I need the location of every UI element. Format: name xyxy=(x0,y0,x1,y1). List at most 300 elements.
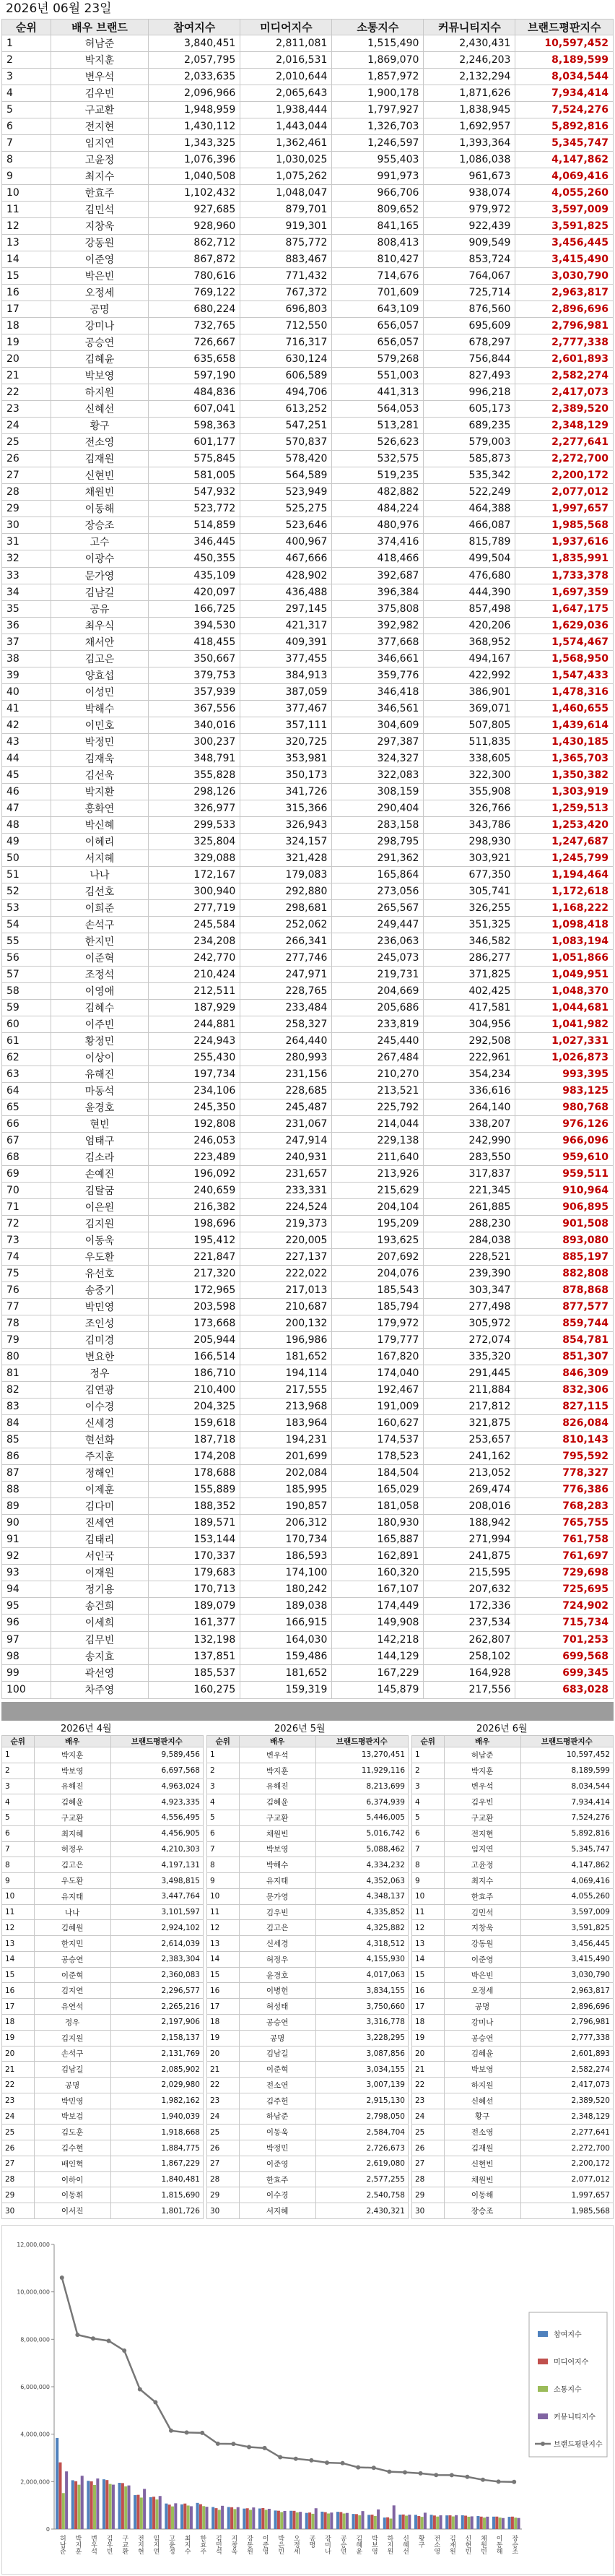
bar xyxy=(417,2516,420,2529)
bar xyxy=(393,2505,396,2529)
table-cell: 44 xyxy=(2,750,51,766)
table-cell: 71 xyxy=(2,1199,51,1216)
table-cell: 228,521 xyxy=(424,1249,515,1266)
table-cell: 217,556 xyxy=(424,1681,515,1698)
table-cell: 변요한 xyxy=(51,1349,149,1365)
table-cell: 2,614,039 xyxy=(110,1936,203,1952)
table-cell: 박보영 xyxy=(51,368,149,384)
table-cell: 273,056 xyxy=(332,883,424,899)
table-cell: 206,312 xyxy=(240,1515,332,1531)
table-row xyxy=(2,202,614,218)
bar xyxy=(265,2510,268,2529)
table-cell: 3,101,597 xyxy=(110,1904,203,1920)
table-row xyxy=(412,1951,614,1967)
table-cell: 815,789 xyxy=(424,534,515,550)
table-row xyxy=(2,933,614,949)
table-cell: 박지훈 xyxy=(239,1763,315,1778)
table-row xyxy=(2,1615,614,1631)
table-cell: 919,301 xyxy=(240,218,332,235)
table-cell: 210,687 xyxy=(240,1299,332,1315)
table-cell: 677,350 xyxy=(424,866,515,883)
bar xyxy=(261,2508,264,2529)
x-tick-label: 김우빈 xyxy=(105,2535,113,2554)
line-point xyxy=(403,2471,407,2475)
table-cell: 11 xyxy=(2,202,51,218)
table-cell: 6,697,568 xyxy=(110,1763,203,1778)
table-cell: 2,389,520 xyxy=(515,401,614,418)
table-cell: 9 xyxy=(412,1873,445,1889)
table-row xyxy=(2,1465,614,1482)
table-row xyxy=(2,1810,204,1826)
table-cell: 893,080 xyxy=(515,1232,614,1249)
table-cell: 1,869,070 xyxy=(332,52,424,69)
table-cell: 4,210,303 xyxy=(110,1841,203,1857)
table-cell: 송건희 xyxy=(51,1598,149,1615)
table-cell: 정기용 xyxy=(51,1581,149,1598)
table-cell: 17 xyxy=(2,1999,35,2015)
table-cell: 2,200,172 xyxy=(515,467,614,484)
table-cell: 2,077,012 xyxy=(520,2171,613,2187)
table-row xyxy=(2,301,614,318)
table-row xyxy=(207,1778,409,1794)
table-cell: 885,197 xyxy=(515,1249,614,1266)
table-cell: 338,207 xyxy=(424,1116,515,1133)
table-cell: 7 xyxy=(412,1841,445,1857)
table-cell: 공명 xyxy=(34,2078,110,2093)
table-cell: 304,609 xyxy=(332,717,424,733)
table-cell: 26 xyxy=(2,2140,35,2156)
table-cell: 19 xyxy=(207,2030,240,2046)
table-row xyxy=(412,1825,614,1841)
table-cell: 144,129 xyxy=(332,1648,424,1664)
table-cell: 216,382 xyxy=(149,1199,240,1216)
table-row xyxy=(2,1581,614,1598)
table-row xyxy=(207,1951,409,1967)
table-cell: 11 xyxy=(412,1904,445,1920)
line-point xyxy=(481,2478,485,2482)
table-cell: 2 xyxy=(2,52,51,69)
table-cell: 13 xyxy=(412,1936,445,1952)
table-cell: 132,198 xyxy=(149,1631,240,1648)
table-row xyxy=(2,1082,614,1099)
table-cell: 4,334,232 xyxy=(315,1857,408,1873)
table-cell: 24 xyxy=(412,2109,445,2125)
table-cell: 928,960 xyxy=(149,218,240,235)
table-cell: 허남준 xyxy=(51,35,149,52)
table-cell: 21 xyxy=(2,2062,35,2078)
table-cell: 5 xyxy=(2,1810,35,1826)
table-cell: 전소영 xyxy=(51,434,149,451)
table-cell: 3,597,009 xyxy=(515,202,614,218)
table-cell: 김선호 xyxy=(51,883,149,899)
table-cell: 박민영 xyxy=(51,1299,149,1315)
table-cell: 4,055,260 xyxy=(515,185,614,202)
table-cell: 484,836 xyxy=(149,384,240,401)
table-cell: 167,820 xyxy=(332,1349,424,1365)
table-cell: 178,523 xyxy=(332,1448,424,1465)
table-cell: 519,235 xyxy=(332,467,424,484)
table-cell: 1,026,873 xyxy=(515,1049,614,1066)
table-cell: 우도환 xyxy=(34,1873,110,1889)
table-cell: 2,417,073 xyxy=(515,384,614,401)
table-cell: 298,795 xyxy=(332,833,424,850)
bar xyxy=(196,2503,199,2529)
table-cell: 14 xyxy=(2,1951,35,1967)
table-cell: 162,891 xyxy=(332,1548,424,1565)
table-row xyxy=(207,1888,409,1904)
table-cell: 192,467 xyxy=(332,1382,424,1399)
table-row xyxy=(2,484,614,501)
table-row xyxy=(2,69,614,85)
table-cell: 3,087,856 xyxy=(315,2046,408,2062)
table-cell: 689,235 xyxy=(424,418,515,434)
table-cell: 95 xyxy=(2,1598,51,1615)
table-cell: 428,902 xyxy=(240,567,332,584)
line-point xyxy=(200,2431,204,2435)
table-cell: 2,246,203 xyxy=(424,52,515,69)
table-cell: 214,044 xyxy=(332,1116,424,1133)
table-cell: 임지연 xyxy=(444,1841,520,1857)
table-cell: 2,065,643 xyxy=(240,85,332,102)
bar xyxy=(377,2510,380,2529)
table-cell: 371,825 xyxy=(424,966,515,982)
table-cell: 27 xyxy=(2,467,51,484)
table-cell: 3,456,445 xyxy=(520,1936,613,1952)
table-cell: 715,734 xyxy=(515,1615,614,1631)
table-cell: 277,719 xyxy=(149,899,240,916)
table-cell: 966,096 xyxy=(515,1133,614,1149)
table-cell: 14 xyxy=(2,251,51,268)
table-cell: 이동욱 xyxy=(239,2125,315,2140)
table-cell: 605,173 xyxy=(424,401,515,418)
table-cell: 188,942 xyxy=(424,1515,515,1531)
table-cell: 25 xyxy=(412,2125,445,2140)
table-cell: 3,228,295 xyxy=(315,2030,408,2046)
table-cell: 엄태구 xyxy=(51,1133,149,1149)
table-cell: 350,173 xyxy=(240,766,332,783)
table-cell: 166,915 xyxy=(240,1615,332,1631)
table-cell: 24 xyxy=(2,2109,35,2125)
table-cell: 이성민 xyxy=(51,683,149,700)
bar xyxy=(152,2497,155,2529)
bar xyxy=(77,2485,80,2529)
table-cell: 464,388 xyxy=(424,501,515,517)
table-row xyxy=(2,418,614,434)
column-header: 배우 xyxy=(444,1736,520,1747)
table-cell: 지창욱 xyxy=(444,1920,520,1936)
table-cell: 92 xyxy=(2,1548,51,1565)
table-cell: 2,085,902 xyxy=(110,2062,203,2078)
table-row xyxy=(207,2046,409,2062)
table-cell: 8 xyxy=(207,1857,240,1873)
table-cell: 74 xyxy=(2,1249,51,1266)
table-cell: 3,030,790 xyxy=(515,268,614,285)
table-cell: 832,306 xyxy=(515,1382,614,1399)
table-cell: 299,533 xyxy=(149,816,240,833)
table-cell: 221,345 xyxy=(424,1183,515,1199)
table-cell: 42 xyxy=(2,717,51,733)
table-cell: 3,456,445 xyxy=(515,235,614,251)
table-cell: 484,224 xyxy=(332,501,424,517)
table-cell: 11 xyxy=(207,1904,240,1920)
table-cell: 233,819 xyxy=(332,1016,424,1032)
table-row xyxy=(207,1967,409,1983)
table-cell: 3,030,790 xyxy=(520,1967,613,1983)
table-cell: 387,059 xyxy=(240,683,332,700)
table-cell: 205,686 xyxy=(332,999,424,1016)
table-cell: 16 xyxy=(2,1983,35,1999)
table-row xyxy=(207,2015,409,2031)
table-cell: 4,963,024 xyxy=(110,1778,203,1794)
line-point xyxy=(325,2460,329,2465)
bar xyxy=(58,2463,61,2529)
table-cell: 377,668 xyxy=(332,634,424,650)
table-cell: 193,625 xyxy=(332,1232,424,1249)
table-cell: 326,766 xyxy=(424,800,515,816)
legend-swatch xyxy=(538,2359,548,2364)
bar xyxy=(136,2495,139,2529)
table-row xyxy=(2,584,614,600)
table-cell: 강미나 xyxy=(51,318,149,334)
table-cell: 김고은 xyxy=(51,650,149,667)
table-cell: 28 xyxy=(207,2171,240,2187)
table-row xyxy=(2,683,614,700)
table-cell: 1,048,047 xyxy=(240,185,332,202)
table-cell: 김혜윤 xyxy=(34,1794,110,1810)
table-cell: 938,074 xyxy=(424,185,515,202)
table-cell: 172,336 xyxy=(424,1598,515,1615)
table-cell: 732,765 xyxy=(149,318,240,334)
table-cell: 정우 xyxy=(34,2015,110,2031)
table-cell: 853,724 xyxy=(424,251,515,268)
table-cell: 23 xyxy=(2,401,51,418)
table-cell: 810,427 xyxy=(332,251,424,268)
bar xyxy=(467,2517,470,2529)
table-cell: 김혜원 xyxy=(34,1920,110,1936)
table-cell: 67 xyxy=(2,1133,51,1149)
table-cell: 윤경호 xyxy=(239,1967,315,1983)
table-cell: 450,355 xyxy=(149,550,240,567)
table-cell: 고수 xyxy=(51,534,149,550)
table-cell: 현빈 xyxy=(51,1116,149,1133)
table-row xyxy=(207,1983,409,1999)
table-row xyxy=(2,517,614,534)
table-cell: 854,781 xyxy=(515,1332,614,1349)
table-cell: 213,968 xyxy=(240,1399,332,1415)
table-row xyxy=(2,1199,614,1216)
table-cell: 547,251 xyxy=(240,418,332,434)
table-cell: 5 xyxy=(412,1810,445,1826)
column-header: 배우 xyxy=(239,1736,315,1747)
bar xyxy=(74,2481,77,2529)
brand-index-line xyxy=(62,2278,514,2482)
table-cell: 99 xyxy=(2,1664,51,1681)
table-cell: 2,963,817 xyxy=(515,285,614,301)
table-row xyxy=(2,1999,204,2015)
table-cell: 217,812 xyxy=(424,1399,515,1415)
table-cell: 65 xyxy=(2,1099,51,1116)
table-cell: 김고은 xyxy=(34,1857,110,1873)
line-point xyxy=(75,2333,79,2337)
table-cell: 7,934,414 xyxy=(515,85,614,102)
table-cell: 채원빈 xyxy=(239,1825,315,1841)
table-cell: 정우 xyxy=(51,1365,149,1382)
table-cell: 신현빈 xyxy=(444,2156,520,2171)
table-row xyxy=(2,1349,614,1365)
table-cell: 1,253,420 xyxy=(515,816,614,833)
table-cell: 6 xyxy=(2,118,51,135)
table-cell: 공승연 xyxy=(51,334,149,351)
bar xyxy=(65,2471,68,2529)
table-row xyxy=(2,982,614,999)
table-cell: 525,275 xyxy=(240,501,332,517)
table-cell: 2 xyxy=(2,1763,35,1778)
bar xyxy=(289,2511,292,2529)
table-cell: 허남준 xyxy=(444,1747,520,1763)
table-cell: 159,319 xyxy=(240,1681,332,1698)
x-tick-label: 장승조 xyxy=(510,2535,518,2554)
table-cell: 187,929 xyxy=(149,999,240,1016)
table-cell: 239,390 xyxy=(424,1266,515,1282)
table-cell: 5,088,462 xyxy=(315,1841,408,1857)
table-cell: 203,598 xyxy=(149,1299,240,1315)
bar xyxy=(183,2504,186,2529)
table-row xyxy=(2,650,614,667)
table-cell: 826,084 xyxy=(515,1415,614,1432)
table-cell: 991,973 xyxy=(332,168,424,185)
table-cell: 298,681 xyxy=(240,899,332,916)
table-cell: 공명 xyxy=(239,2030,315,2046)
table-cell: 18 xyxy=(2,2015,35,2031)
table-cell: 1,857,972 xyxy=(332,69,424,85)
line-point xyxy=(231,2442,235,2446)
column-header: 브랜드평판지수 xyxy=(515,20,614,35)
table-cell: 167,229 xyxy=(332,1664,424,1681)
table-cell: 303,347 xyxy=(424,1282,515,1299)
bar xyxy=(134,2495,136,2529)
table-cell: 김소라 xyxy=(51,1149,149,1166)
table-cell: 15 xyxy=(2,268,51,285)
table-row xyxy=(412,1888,614,1904)
table-cell: 4 xyxy=(2,85,51,102)
table-cell: 신세경 xyxy=(51,1415,149,1432)
bar xyxy=(274,2510,277,2529)
table-cell: 173,668 xyxy=(149,1315,240,1332)
y-tick-label: 0 xyxy=(45,2526,50,2533)
table-cell: 262,807 xyxy=(424,1631,515,1648)
table-cell: 1,030,025 xyxy=(240,152,332,168)
bar xyxy=(336,2512,339,2529)
bar xyxy=(514,2517,517,2529)
table-cell: 246,053 xyxy=(149,1133,240,1149)
table-cell: 7,524,276 xyxy=(515,102,614,118)
bar xyxy=(405,2515,408,2529)
table-cell: 245,440 xyxy=(332,1032,424,1049)
table-cell: 317,837 xyxy=(424,1166,515,1183)
table-cell: 174,208 xyxy=(149,1448,240,1465)
table-cell: 166,514 xyxy=(149,1349,240,1365)
table-cell: 40 xyxy=(2,683,51,700)
table-cell: 5,892,816 xyxy=(520,1825,613,1841)
table-cell: 2,584,704 xyxy=(315,2125,408,2140)
table-cell: 15 xyxy=(207,1967,240,1983)
table-cell: 29 xyxy=(412,2187,445,2203)
table-cell: 주지훈 xyxy=(51,1448,149,1465)
table-row xyxy=(2,52,614,69)
y-tick-label: 12,000,000 xyxy=(17,2242,50,2248)
table-cell: 255,430 xyxy=(149,1049,240,1066)
table-cell: 1,343,325 xyxy=(149,135,240,152)
bar xyxy=(230,2507,233,2529)
table-cell: 21 xyxy=(412,2062,445,2078)
table-cell: 249,447 xyxy=(332,916,424,933)
bar xyxy=(296,2512,299,2529)
table-row xyxy=(207,1999,409,2015)
column-header: 커뮤니티지수 xyxy=(424,20,515,35)
table-cell: 81 xyxy=(2,1365,51,1382)
x-tick-label: 신현빈 xyxy=(463,2535,471,2554)
table-cell: 송중기 xyxy=(51,1282,149,1299)
table-cell: 38 xyxy=(2,650,51,667)
bar xyxy=(440,2515,442,2529)
bar xyxy=(370,2515,373,2529)
table-cell: 959,610 xyxy=(515,1149,614,1166)
table-row xyxy=(412,1873,614,1889)
table-cell: 841,165 xyxy=(332,218,424,235)
table-cell: 신현빈 xyxy=(51,467,149,484)
x-tick-label: 박지훈 xyxy=(74,2535,82,2554)
table-cell: 13 xyxy=(2,1936,35,1952)
table-cell: 153,144 xyxy=(149,1531,240,1548)
line-point xyxy=(263,2446,267,2450)
table-row xyxy=(2,617,614,634)
table-cell: 1,430,112 xyxy=(149,118,240,135)
table-cell: 526,623 xyxy=(332,434,424,451)
bar xyxy=(280,2512,283,2529)
table-row xyxy=(2,251,614,268)
table-cell: 441,313 xyxy=(332,384,424,401)
table-row xyxy=(2,268,614,285)
table-cell: 315,366 xyxy=(240,800,332,816)
table-cell: 298,930 xyxy=(424,833,515,850)
table-cell: 26 xyxy=(2,451,51,467)
table-cell: 186,710 xyxy=(149,1365,240,1382)
table-cell: 김고은 xyxy=(239,1920,315,1936)
table-row xyxy=(2,1873,204,1889)
table-cell: 4,318,512 xyxy=(315,1936,408,1952)
table-cell: 2,272,700 xyxy=(515,451,614,467)
date-label: 2026년 06월 23일 xyxy=(6,1,112,16)
table-cell: 2,540,758 xyxy=(315,2187,408,2203)
table-cell: 764,067 xyxy=(424,268,515,285)
table-cell: 유지태 xyxy=(239,1873,315,1889)
table-cell: 2,796,981 xyxy=(515,318,614,334)
table-row xyxy=(2,1904,204,1920)
table-cell: 2,096,966 xyxy=(149,85,240,102)
x-tick-label: 강미나 xyxy=(323,2535,331,2554)
table-cell: 6 xyxy=(2,1825,35,1841)
table-cell: 공승연 xyxy=(239,2015,315,2031)
table-cell: 321,428 xyxy=(240,850,332,866)
y-tick-label: 10,000,000 xyxy=(17,2288,50,2296)
table-cell: 338,605 xyxy=(424,750,515,766)
table-cell: 184,504 xyxy=(332,1465,424,1482)
bar xyxy=(109,2484,112,2529)
table-cell: 김지원 xyxy=(34,2030,110,2046)
column-header: 소통지수 xyxy=(332,20,424,35)
table-cell: 170,734 xyxy=(240,1531,332,1548)
x-tick-label: 임지연 xyxy=(152,2535,160,2554)
